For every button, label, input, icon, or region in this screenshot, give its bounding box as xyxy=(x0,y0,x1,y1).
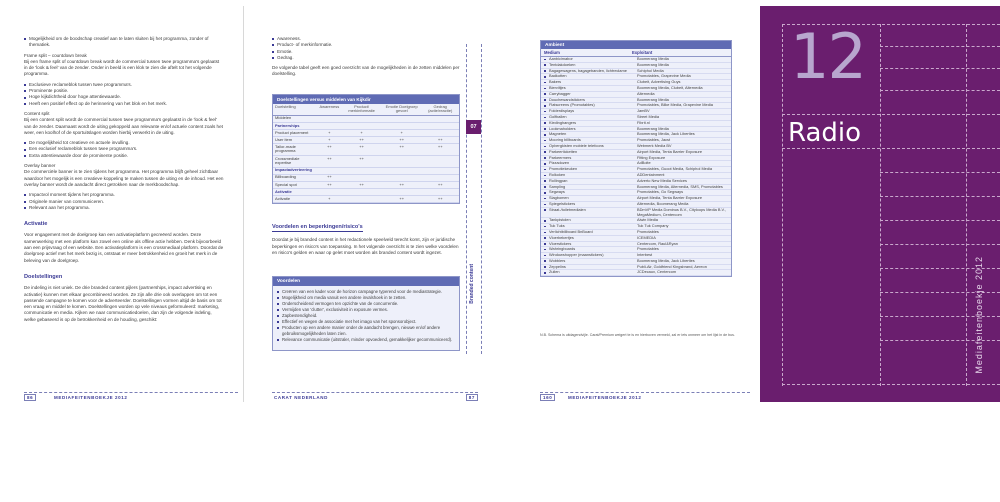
exploitant-cell: ADDentainment xyxy=(637,171,665,177)
medium-cell: Rollingpan xyxy=(544,179,637,184)
chapter-side-tab xyxy=(466,44,482,354)
exploitant-cell: Boomerang Media, Clubeit, Alternedia xyxy=(637,84,703,90)
medium-cell: Golfballen xyxy=(544,115,637,120)
table-cell: ++ xyxy=(382,181,421,188)
table-cell: Activatie xyxy=(273,195,317,202)
table-cell xyxy=(382,122,421,129)
exploitant-cell: ICEMEDIA xyxy=(637,234,656,240)
medium-cell: Carrybagger xyxy=(544,92,637,97)
table-cell xyxy=(341,188,382,195)
medium-cell: Kledinghangers xyxy=(544,121,637,126)
medium-cell: Spiegelstickers xyxy=(544,202,637,207)
table-cell: Billboarding xyxy=(273,174,317,181)
column-header: Awareness xyxy=(317,104,341,115)
page-160 xyxy=(518,6,760,402)
table-row xyxy=(273,181,459,188)
list-item: Een exclusief reclameblok tussen twee programma's. xyxy=(24,146,224,152)
exploitant-cell: Fibrit.nl xyxy=(637,119,650,125)
medium-cell: Promotiekeuken xyxy=(544,167,637,172)
cover-rule xyxy=(782,114,1000,115)
medium-cell: Douchewandstickers xyxy=(544,98,637,103)
exploitant-cell: JamBV xyxy=(637,108,650,114)
page-87-body xyxy=(272,36,460,82)
voordelen-box xyxy=(272,276,460,351)
table-cell: Partnerships xyxy=(273,122,317,129)
content-split-text: Bij een content split wordt de commercial tussen twee programma's geplaatst in de 'look & feel' van de zender. Daarnaast wordt de uiting gekoppeld aan relevante en/of actuele content zoals het weer, een koolhof of de sportuitslagen worden hierbij verwerkt in de uiting. xyxy=(24,117,223,135)
table-cell: ++ xyxy=(341,155,382,167)
table-cell xyxy=(421,115,459,122)
page-number: 160 xyxy=(540,394,555,401)
table-cell: ++ xyxy=(382,195,421,202)
medium-cell: Bakers xyxy=(544,80,637,85)
table-cell: ++ xyxy=(421,181,459,188)
cover-rule xyxy=(880,244,1000,245)
table-cell: + xyxy=(382,129,421,136)
voordelen-box-title: Voordelen xyxy=(273,277,459,286)
table-cell xyxy=(341,174,382,181)
exploitant-cell: Promotables xyxy=(637,228,659,234)
table-cell xyxy=(382,174,421,181)
list-item: Extra attentiewaarde door de prominente positie. xyxy=(24,153,224,159)
exploitant-cell: Airport Media, Tenta Barrier Exposure xyxy=(637,195,703,201)
cover-rule xyxy=(880,172,1000,173)
table-cell: Activatie xyxy=(273,188,317,195)
table-cell: Special spot xyxy=(273,181,317,188)
table-cell: + xyxy=(317,195,341,202)
cover-rule xyxy=(880,220,1000,221)
exploitant-cell: JCDecaux, Centercom xyxy=(637,269,677,275)
medium-cell: Badkotten xyxy=(544,74,637,79)
column-header: Gedrag (actie/reactie) xyxy=(421,104,459,115)
table-cell: User item xyxy=(273,137,317,144)
table-cell xyxy=(317,122,341,129)
table-row xyxy=(541,270,731,276)
exploitant-cell: Airport Media, Tenta Barrier Exposure xyxy=(637,148,703,154)
table-cell xyxy=(382,115,421,122)
page-87-footer xyxy=(272,392,478,402)
table-cell xyxy=(341,115,382,122)
table-row xyxy=(273,174,459,181)
cover-vertical-rule xyxy=(966,24,967,386)
page-number: 86 xyxy=(24,394,36,401)
exploitant-cell: AdBoite xyxy=(637,160,651,166)
list-item: Creëren van een kader voor de horizon campagne typerend voor de mediastrategie. xyxy=(277,289,455,295)
page-number: 87 xyxy=(466,394,478,401)
list-item: Relevance communicatie (uitstraler, minder opvoedend, gemakkelijker gecommuniceerd). xyxy=(277,337,455,343)
exploitant-cell: Clubeit, Advertising Guys xyxy=(637,79,681,85)
cover-rule xyxy=(880,196,1000,197)
exploitant-cell: Boomerang Media xyxy=(637,125,669,131)
medium-cell: Verlichtbillboard BnBoard xyxy=(544,230,637,235)
table-row xyxy=(273,155,459,167)
table-row xyxy=(273,122,459,129)
table-cell xyxy=(317,167,341,174)
table-cell: + xyxy=(317,129,341,136)
content-split-bullets xyxy=(24,140,224,159)
table-header-row xyxy=(273,104,459,115)
cover-vertical-rule xyxy=(880,24,881,386)
medium-cell: Magneten xyxy=(544,132,637,137)
ambient-table-body xyxy=(541,57,731,276)
exploitant-cell: Boomerang Media, Jack Liberties xyxy=(637,131,695,137)
footer-label: MEDIAFEITENBOEKJE 2012 xyxy=(54,395,128,400)
list-item: Originele manier van communiceren. xyxy=(24,199,224,205)
page-86-footer xyxy=(24,392,238,402)
table-cell: Tailor-made programma xyxy=(273,144,317,156)
medium-cell: Aanbicimabor xyxy=(544,57,637,62)
list-item: Hoge kijkdichtheid door hoge attentiewaarde. xyxy=(24,94,224,100)
table-cell xyxy=(317,115,341,122)
exploitant-cell: Schiphol Media xyxy=(637,67,664,73)
table-cell: ++ xyxy=(341,144,382,156)
voordelen-heading: Voordelen en beperkingen/risico's xyxy=(272,224,363,232)
medium-cell: Parkeerticketten xyxy=(544,150,637,155)
exploitant-cell: Promotables, Blike Media, Grapevine Media xyxy=(637,102,713,108)
list-item: Impactvol moment tijdens het programma. xyxy=(24,192,224,198)
page-160-footer xyxy=(540,392,750,402)
list-item: Awareness. xyxy=(272,36,460,42)
table-cell xyxy=(341,167,382,174)
exploitant-cell: Alwin Media xyxy=(637,217,658,223)
medium-cell: Wahringboards xyxy=(544,247,637,252)
footer-label: CARAT NEDERLAND xyxy=(274,395,328,400)
col-medium-header: Medium xyxy=(544,50,560,55)
medium-cell: Rolkoken xyxy=(544,173,637,178)
table-cell xyxy=(421,188,459,195)
exploitant-cell: Boomerang Media xyxy=(637,61,669,67)
medium-cell: Tuk Tuks xyxy=(544,224,637,229)
table-cell xyxy=(382,167,421,174)
table-cell: ++ xyxy=(341,137,382,144)
medium-cell: Parkeermers xyxy=(544,156,637,161)
list-item: Mogelijkheid om media vanuit een andere invalshoek in te zetten. xyxy=(277,295,455,301)
table-cell: + xyxy=(341,129,382,136)
cover-vertical-rule xyxy=(782,24,783,386)
medium-cell: Zuilen xyxy=(544,270,637,275)
table-cell: ++ xyxy=(317,181,341,188)
table-cell: ++ xyxy=(317,155,341,167)
list-item: Relevant aan het programma. xyxy=(24,205,224,211)
table-cell: ++ xyxy=(421,144,459,156)
list-item: Vermijden van 'clutter', exclusiviteit in exposure vermes. xyxy=(277,307,455,313)
list-item: Mogelijkheid om de boodschap creatief aan te laten sluiten bij het programma, zonder of thematiek. xyxy=(24,36,224,49)
table-cell: ++ xyxy=(421,195,459,202)
doel-bullet-list xyxy=(272,36,460,61)
list-item: Zapbestendigheid. xyxy=(277,313,455,319)
table-cell xyxy=(421,122,459,129)
medium-cell: Wobblers xyxy=(544,259,637,264)
chapter-title: Radio xyxy=(788,118,862,148)
medium-cell: Bierviltjes xyxy=(544,86,637,91)
table-cell xyxy=(341,195,382,202)
table-cell: ++ xyxy=(382,144,421,156)
cover-rule xyxy=(782,148,1000,149)
medium-cell: Pizzadozen xyxy=(544,161,637,166)
page-87 xyxy=(244,6,487,402)
exploitant-cell: Boomerang Media, Jack Liberties xyxy=(637,257,695,263)
chapter-number-box: 07 xyxy=(466,120,481,134)
chapter-cover-page xyxy=(760,6,1000,402)
footer-label: MEDIAFEITENBOEKJE 2012 xyxy=(568,395,642,400)
table-cell: Impactadverteering xyxy=(273,167,317,174)
table-cell: Product placement xyxy=(273,129,317,136)
cover-vertical-label: Mediafeitenboekje 2012 xyxy=(974,256,984,374)
exploitant-cell: Boomerang Media, Alternedia, SMS, Promotables xyxy=(637,183,723,189)
table-cell: ++ xyxy=(341,181,382,188)
exploitant-cell: Fitting Exposure xyxy=(637,154,666,160)
table-cell xyxy=(317,188,341,195)
medium-cell: Tankpistolen xyxy=(544,218,637,223)
table-row xyxy=(273,188,459,195)
list-item: Producten op een andere manier onder de aandacht brengen, nieuwe en/of andere gebruiksmogelijkheden laten zien. xyxy=(277,325,455,337)
table-cell: Crossmediale expertise xyxy=(273,155,317,167)
chapter-label: Branded content xyxy=(469,264,475,304)
list-item: Onderscheidend vermogen ten opzichte van de concurrentie. xyxy=(277,301,455,307)
table-row xyxy=(273,129,459,136)
overlay-banner-bullets xyxy=(24,192,224,211)
table-intro-text: De volgende tabel geeft een goed overzicht van de mogelijkheden in de zetten middelen per doelstelling. xyxy=(272,65,460,77)
exploitant-cell: BDmVP Media Dominus B.V., Cityloops Media B.V., MegaMedium, Centercom xyxy=(637,206,726,217)
table-title: Doelstellingen versus middelen van Kijkdir xyxy=(273,95,459,104)
doel-table-grid xyxy=(273,104,459,203)
exploitant-cell: Promotables, Go Segways xyxy=(637,189,684,195)
chapter-number: 12 xyxy=(790,20,865,93)
medium-cell: Zeppelins xyxy=(544,265,637,270)
col-exploitant-header: Exploitant xyxy=(632,50,653,55)
cover-rule xyxy=(880,68,1000,69)
table-cell xyxy=(382,188,421,195)
table-cell xyxy=(382,155,421,167)
doelstellingen-text: De indeling is niet uniek. De drie branded content pijlers (partnerships, impact advertising en activatie) kunnen met elkaar gecombineerd worden. Ze zijn alle drie ook overlappen om tot een passende campagne te komen voor de adverteerder. Doelstellingen vormen altijd de basis om tot een vraag en middel te komen. Doelstellingen worden op vele niveaus geformuleerd: marketing, communicatie en media. Kijken we naar communicatiedoelen, dan zijn de volgende indeling, welke gebaseerd is op de betrokkenheid en de houding, geschikt: xyxy=(24,285,222,322)
exploitant-cell: Street Media xyxy=(637,113,660,119)
table-row xyxy=(273,115,459,122)
column-header: Product/ merkinformatie xyxy=(341,104,382,115)
table-cell: ++ xyxy=(317,174,341,181)
exploitant-cell: Boomerang Media xyxy=(637,96,669,102)
exploitant-cell: Boomerang Media xyxy=(637,56,669,61)
medium-cell: Vloerbekertjes xyxy=(544,236,637,241)
medium-cell: Windowshopper (maanstickers) xyxy=(544,253,637,258)
table-cell xyxy=(341,122,382,129)
exploitant-cell: Alternedia, Boomerang Media xyxy=(637,200,689,206)
exploitant-cell: Promotables, Guoot Media, Schiphol Media xyxy=(637,166,713,172)
medium-cell: Folderdisplays xyxy=(544,109,637,114)
cover-rule xyxy=(880,46,1000,47)
frame-split-bullets xyxy=(24,82,224,107)
cover-rule xyxy=(782,384,1000,385)
voordelen-text: Doordat je bij branded content in het redactionele speelveld terecht komt, zijn er juridische beperkingen en risico's van toepassing. In het volgende overzicht is te zien welke voordelen en risico's gelden en waar op gelet moet worden als branded content wordt ingezet. xyxy=(272,237,459,255)
medium-cell: Vloerstickers xyxy=(544,242,637,247)
table-row xyxy=(273,195,459,202)
cover-rule xyxy=(880,90,1000,91)
intro-bullet-list xyxy=(24,36,224,49)
exploitant-cell: Centercom, Raul&Ryan xyxy=(637,240,678,246)
activatie-text: Voor engagement met de doelgroep kan een activatieplatform gecreëerd worden. Deze samenwerking met een platform kan zowel een online als offline actie hebben. Denk bijvoorbeeld aan een prijsvraag of een website. Een activatieplatform is een crossmediaal platform. Doordat de doelgroep actief met het merk bezig is, ontstaat er meer betrokkenheid en groeit het merk in de beleving van de doelgroep. xyxy=(24,232,224,263)
exploitant-cell: Promotables, Grapevine Media xyxy=(637,73,691,79)
ambient-table-title: Ambient xyxy=(541,41,731,49)
content-split-heading: Content split xyxy=(24,110,50,116)
list-item: Emotie. xyxy=(272,49,460,55)
list-item: Prominente positie. xyxy=(24,88,224,94)
frame-split-heading: Frame split – countdown break xyxy=(24,52,87,58)
table-row xyxy=(273,144,459,156)
exploitant-cell: Tuk Tuk Company xyxy=(637,223,669,229)
medium-cell: Sampling xyxy=(544,185,637,190)
table-cell: ++ xyxy=(421,137,459,144)
exploitant-cell: Interbest xyxy=(637,252,653,258)
exploitant-cell: Promotables, Jacst xyxy=(637,137,671,143)
medium-cell: Slagbomen xyxy=(544,196,637,201)
ambient-table xyxy=(540,40,732,277)
voordelen-section xyxy=(272,224,460,260)
exploitant-cell: Adverto New Media Services xyxy=(637,177,687,183)
table-cell xyxy=(421,155,459,167)
medium-cell: Tentdakdoeken xyxy=(544,63,637,68)
list-item: Gedrag. xyxy=(272,55,460,61)
table-cell: ++ xyxy=(382,137,421,144)
doelstellingen-table xyxy=(272,94,460,204)
medium-cell: Segways xyxy=(544,190,637,195)
exploitant-cell: Webmerk Media BV xyxy=(637,142,672,148)
medium-cell: Flatscreens (Promotables) xyxy=(544,103,637,108)
doelstellingen-heading: Doelstellingen xyxy=(24,273,63,280)
list-item: Exclusieve reclameblok tussen twee programma's. xyxy=(24,82,224,88)
column-header: Doelstelling xyxy=(273,104,317,115)
table-cell: ++ xyxy=(317,144,341,156)
column-header: Emotie Doelgroep gevoel xyxy=(382,104,421,115)
page-86 xyxy=(10,6,243,402)
activatie-heading: Activatie xyxy=(24,221,48,228)
page-86-body xyxy=(24,36,224,327)
table-cell: Middelen xyxy=(273,115,317,122)
table-cell: + xyxy=(317,137,341,144)
exploitant-cell: Promotables xyxy=(637,246,659,252)
medium-cell: Opbergkisten mobiele telefoons xyxy=(544,144,637,149)
table-row xyxy=(273,167,459,174)
list-item: Heeft een positief effect op de herinnering van het blok en het merk. xyxy=(24,101,224,107)
table-cell xyxy=(421,174,459,181)
exploitant-cell: Alternedia xyxy=(637,90,655,96)
exploitant-cell: Publi-Air, Goldfriend Kingsbrand, Aereon xyxy=(637,263,707,269)
list-item: De mogelijkheid tot creatieve en actuele invulling. xyxy=(24,140,224,146)
frame-split-text: Bij een frame split of countdown break wordt de commercial tussen twee programma's geplaatst in de 'look & feel' van de zender. Onder in beeld is een klok te zien die aftelt tot het volgende programma. xyxy=(24,58,220,77)
medium-cell: Bagagewagens, bagagebanden, lichtreclame xyxy=(544,69,637,74)
table-cell xyxy=(421,167,459,174)
medium-cell: Lookmaholders xyxy=(544,127,637,132)
table-footnote: N.B. Schema is uitdagendvijle. Carat/Premium weigert te is en hierboven vermeld, zal er iets onmeer om het lijst in de bus. xyxy=(540,333,735,337)
medium-cell: Straat-/toiletmedialen xyxy=(544,208,637,218)
list-item: Product- of merkinformatie. xyxy=(272,42,460,48)
list-item: Effectief en wegen de associatie met het imago van het sponsorobject. xyxy=(277,319,455,325)
voordelen-box-bullets xyxy=(273,286,459,346)
medium-cell: Mooring billboards xyxy=(544,138,637,143)
overlay-banner-text: De commerciële banner is te zien tijdens het programma. Het programma blijft geheel zichtbaar waardoor het mogelijk is een creatieve koppeling te maken tussen de uiting en de inhoud. Het een overlay banner wordt de aandacht direct getrokken naar de merkboodschap. xyxy=(24,169,224,187)
table-cell xyxy=(421,129,459,136)
overlay-banner-heading: Overlay banner xyxy=(24,163,56,169)
table-row xyxy=(273,137,459,144)
